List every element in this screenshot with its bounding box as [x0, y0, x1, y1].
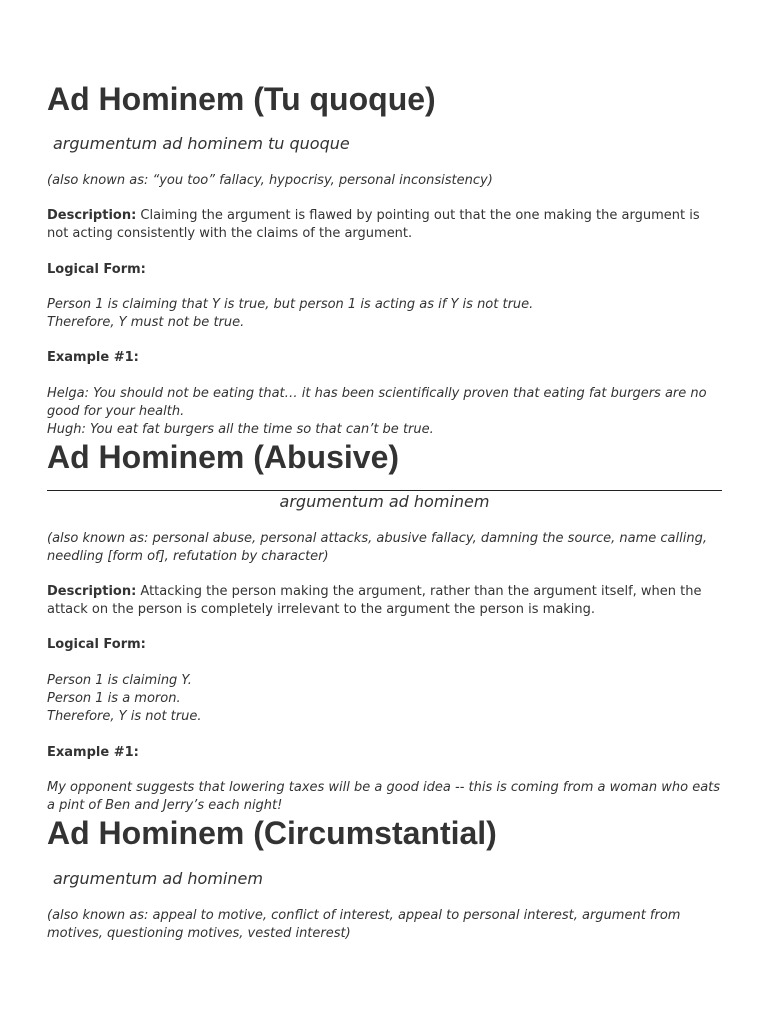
- latin-name: argumentum ad hominem: [279, 492, 490, 511]
- logical-form-line: Person 1 is claiming that Y is true, but person 1 is acting as if Y is not true.: [47, 297, 534, 312]
- logical-form-line: Person 1 is claiming Y.: [47, 673, 192, 688]
- also-known-as: (also known as: appeal to motive, conflict of interest, appeal to personal interest, argument from motives, questioning motives, vested interest): [47, 908, 681, 941]
- description: [47, 583, 722, 619]
- logical-form-line: Therefore, Y must not be true.: [47, 315, 245, 330]
- example-line: Helga: You should not be eating that… it has been scientifically proven that eating fat burgers are no good for your health.: [47, 386, 707, 419]
- logical-form-label: Logical Form:: [47, 637, 146, 652]
- description-label: Description:: [47, 208, 137, 223]
- example-label: Example #1:: [47, 350, 139, 365]
- example-line: My opponent suggests that lowering taxes will be a good idea -- this is coming from a woman who eats a pint of Ben and Jerry’s each night!: [47, 780, 721, 813]
- description: [47, 207, 722, 243]
- latin-name: argumentum ad hominem tu quoque: [53, 134, 350, 153]
- title-divider: [47, 490, 722, 491]
- section-title: Ad Hominem (Tu quoque): [47, 81, 436, 117]
- description-label: Description:: [47, 584, 137, 599]
- example-label: Example #1:: [47, 745, 139, 760]
- section-title: Ad Hominem (Abusive): [47, 439, 400, 475]
- example-line: Hugh: You eat fat burgers all the time so that can’t be true.: [47, 422, 434, 437]
- logical-form-line: Therefore, Y is not true.: [47, 709, 202, 724]
- description-text: Claiming the argument is flawed by pointing out that the one making the argument is not acting consistently with the claims of the argument.: [47, 208, 700, 241]
- also-known-as: (also known as: personal abuse, personal attacks, abusive fallacy, damning the source, name calling, needling [form of], refutation by character): [47, 531, 707, 564]
- description-text: Attacking the person making the argument, rather than the argument itself, when the attack on the person is completely irrelevant to the argument the person is making.: [47, 584, 702, 617]
- also-known-as: (also known as: “you too” fallacy, hypocrisy, personal inconsistency): [47, 173, 493, 188]
- latin-name: argumentum ad hominem: [53, 869, 263, 888]
- logical-form-label: Logical Form:: [47, 262, 146, 277]
- logical-form-line: Person 1 is a moron.: [47, 691, 181, 706]
- section-title: Ad Hominem (Circumstantial): [47, 815, 497, 851]
